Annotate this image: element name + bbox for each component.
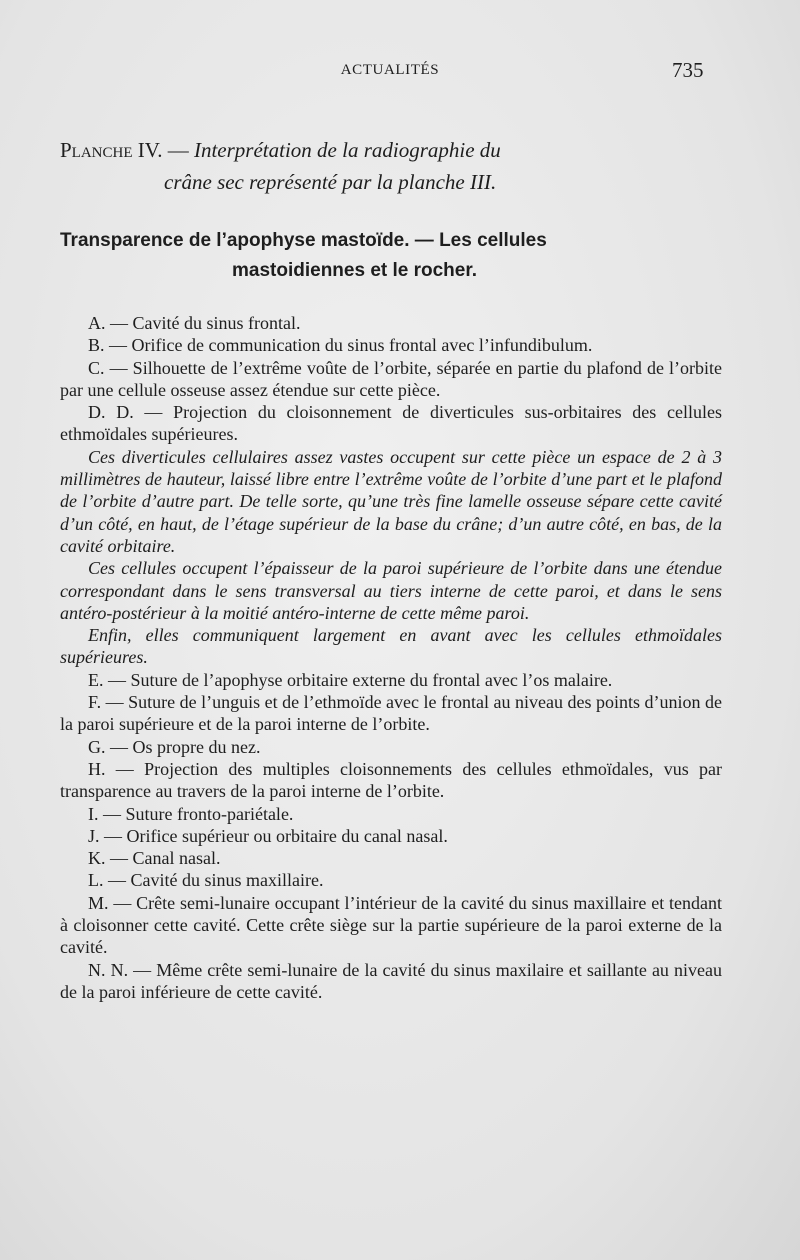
plate-label: Planche [60, 138, 133, 162]
paragraph: G. — Os propre du nez. [88, 736, 261, 757]
paragraph: L. — Cavité du sinus maxillaire. [88, 870, 324, 891]
paragraph: C. — Silhouette de l’extrême voûte de l’orbite, séparée en partie du plafond de l’orbite par une cellule osseuse assez étendue sur cette pièce. [60, 357, 722, 400]
paragraph: N. N. — Même crête semi-lunaire de la cavité du sinus maxilaire et saillante au niveau de la paroi inférieure de cette cavité. [60, 959, 722, 1002]
paragraph: B. — Orifice de communication du sinus frontal avec l’infundibulum. [88, 335, 593, 356]
paragraph: F. — Suture de l’unguis et de l’ethmoïde avec le frontal au niveau des points d’union de la paroi supérieure et de la paroi interne de l’orbite. [60, 692, 722, 735]
section-heading [60, 226, 720, 286]
paragraph: Ces diverticules cellulaires assez vastes occupent sur cette pièce un espace de 2 à 3 millimètres de hauteur, laissé libre entre l’extrême voûte de l’orbite d’une part et le plafond de l’orbite d’autre part. De telle sorte, qu’une très fine lamelle osseuse sépare cette cavité d’un côté, en haut, de l’étage supérieur de la base du crâne; d’un autre côté, en bas, de la cavité orbitaire. [60, 446, 722, 556]
paragraph: Ces cellules occupent l’épaisseur de la paroi supérieure de l’orbite dans une étendue correspondant dans le sens transversal au tiers interne de cette paroi, et dans le sens antéro-postérieur à la moitié antéro-interne de cette même paroi. [60, 558, 722, 623]
page-number: 735 [672, 58, 704, 82]
plate-title-line1: Interprétation de la radiographie du [193, 138, 501, 162]
plate-caption [60, 134, 740, 198]
paragraph: Enfin, elles communiquent largement en avant avec les cellules ethmoïdales supérieures. [60, 625, 722, 668]
section-heading-line1: Transparence de l’apophyse mastoïde. — Les cellules [60, 230, 547, 251]
section-heading-line2: mastoidiennes et le rocher. [232, 260, 477, 281]
plate-number: IV. — [137, 138, 189, 162]
paragraph: H. — Projection des multiples cloisonnements des cellules ethmoïdales, vus par transparence au travers de la paroi interne de l’orbite. [60, 758, 722, 802]
body-text [60, 312, 722, 1003]
paragraph: J. — Orifice supérieur ou orbitaire du canal nasal. [88, 825, 448, 846]
paragraph: A. — Cavité du sinus frontal. [88, 313, 301, 333]
paragraph: M. — Crête semi-lunaire occupant l’intérieur de la cavité du sinus maxillaire et tendant à cloisonner cette cavité. Cette crête siège sur la partie supérieure de la paroi externe de la cavité. [60, 892, 722, 958]
paragraph: K. — Canal nasal. [88, 848, 221, 869]
running-header: ACTUALITÉS [340, 62, 440, 78]
paragraph: D. D. — Projection du cloisonnement de diverticules sus-orbitaires des cellules ethmoïdales supérieures. [60, 402, 722, 445]
paragraph: I. — Suture fronto-pariétale. [88, 803, 294, 824]
paragraph: E. — Suture de l’apophyse orbitaire externe du frontal avec l’os malaire. [88, 669, 613, 690]
plate-title-line2: crâne sec représenté par la planche III. [164, 170, 497, 194]
